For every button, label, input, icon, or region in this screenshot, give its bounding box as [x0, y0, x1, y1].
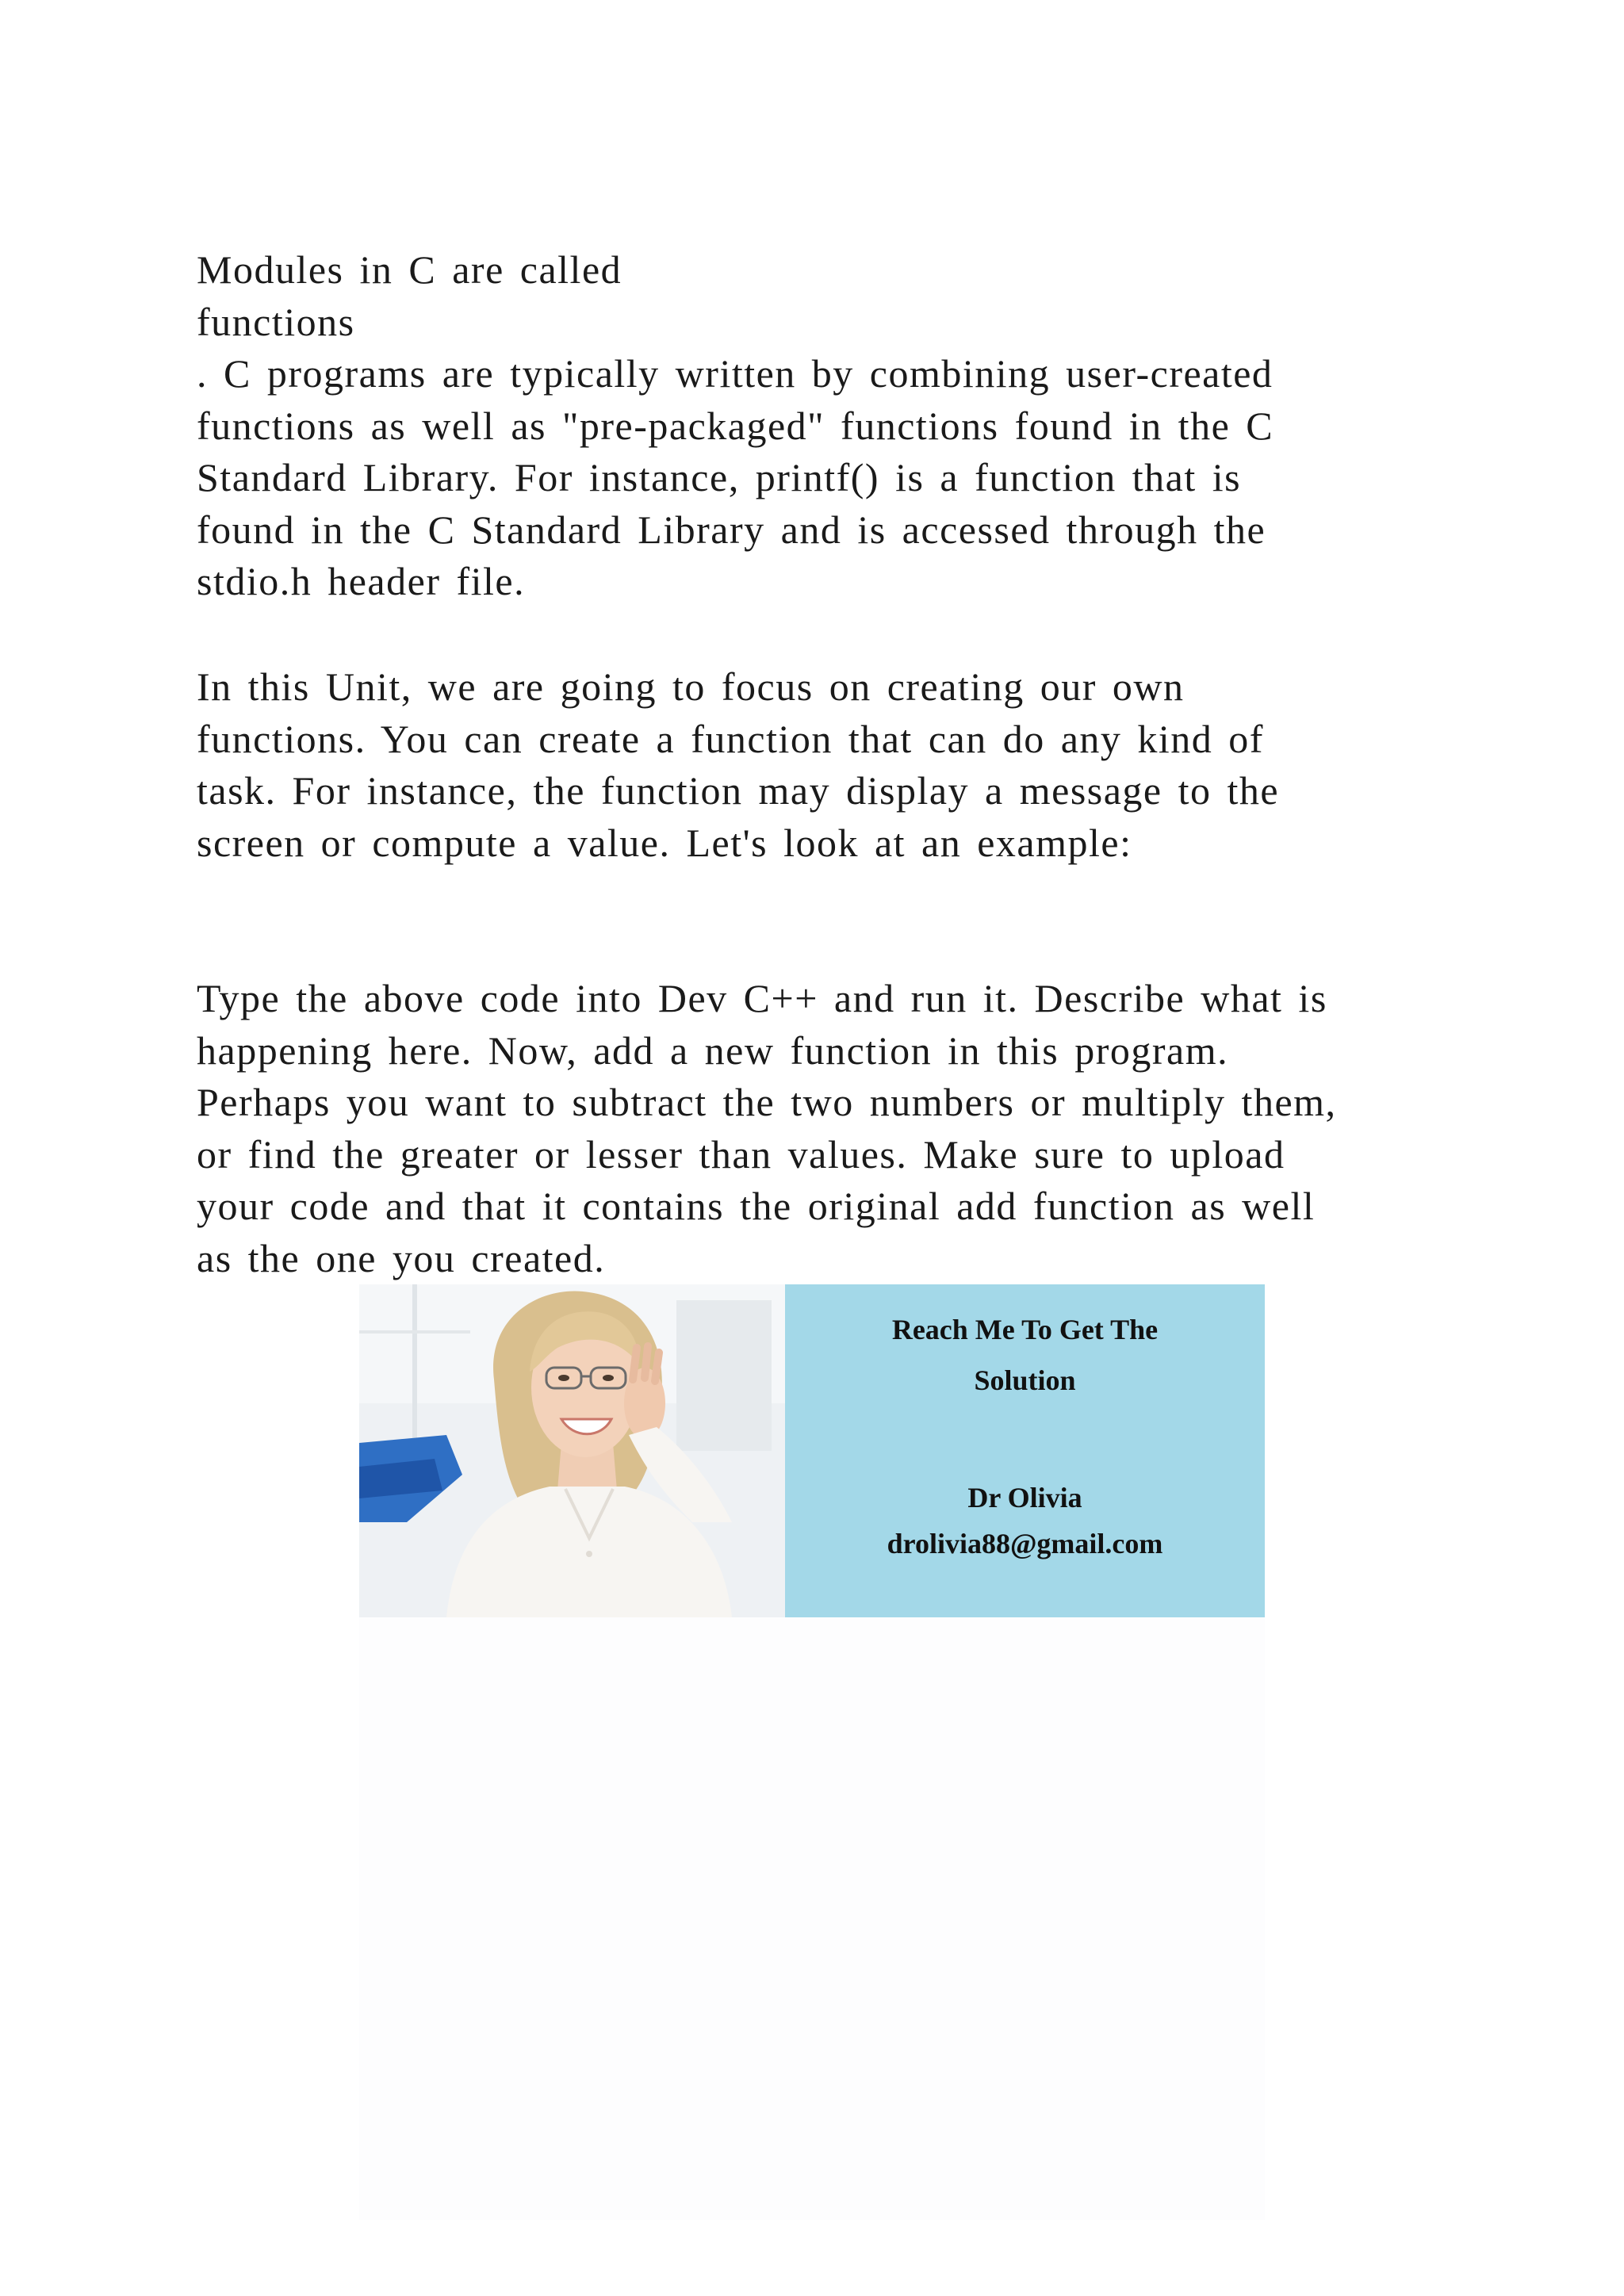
- text-line: . C programs are typically written by combining user-created: [197, 351, 1274, 396]
- paragraph-unit-focus: [197, 661, 1434, 869]
- text-line: Type the above code into Dev C++ and run it. Describe what is: [197, 976, 1327, 1020]
- woman-photo-illustration: [359, 1284, 785, 1617]
- text-line: your code and that it contains the original add function as well: [197, 1184, 1316, 1228]
- panel-heading-line1: Reach Me To Get The: [891, 1314, 1159, 1345]
- paragraph-intro: [197, 244, 1434, 608]
- text-line: Perhaps you want to subtract the two numbers or multiply them,: [197, 1080, 1337, 1124]
- contact-email: drolivia88@gmail.com: [887, 1528, 1163, 1559]
- text-line: Modules in C are called: [197, 247, 622, 292]
- panel-heading-line2: Solution: [974, 1364, 1076, 1396]
- contact-banner: [359, 1284, 1265, 1617]
- text-line: functions as well as "pre-packaged" functions found in the C: [197, 403, 1274, 448]
- text-line: task. For instance, the function may display a message to the: [197, 768, 1280, 813]
- text-line: screen or compute a value. Let's look at an example:: [197, 820, 1132, 865]
- text-line: In this Unit, we are going to focus on creating our own: [197, 664, 1185, 709]
- contact-panel: [785, 1284, 1265, 1617]
- faint-background-area: [359, 1617, 1265, 2220]
- text-line: Standard Library. For instance, printf() is a function that is: [197, 455, 1242, 499]
- text-line: functions. You can create a function that can do any kind of: [197, 716, 1264, 761]
- text-line: happening here. Now, add a new function in this program.: [197, 1027, 1229, 1073]
- contact-name: Dr Olivia: [967, 1482, 1082, 1513]
- text-line: or find the greater or lesser than values. Make sure to upload: [197, 1131, 1285, 1177]
- text-line: functions: [197, 299, 355, 344]
- woman-photo: [359, 1284, 785, 1617]
- text-line: found in the C Standard Library and is accessed through the: [197, 507, 1266, 552]
- paragraph-instructions: [197, 973, 1434, 1284]
- text-line: as the one you created.: [197, 1235, 606, 1280]
- text-line: stdio.h header file.: [197, 559, 526, 603]
